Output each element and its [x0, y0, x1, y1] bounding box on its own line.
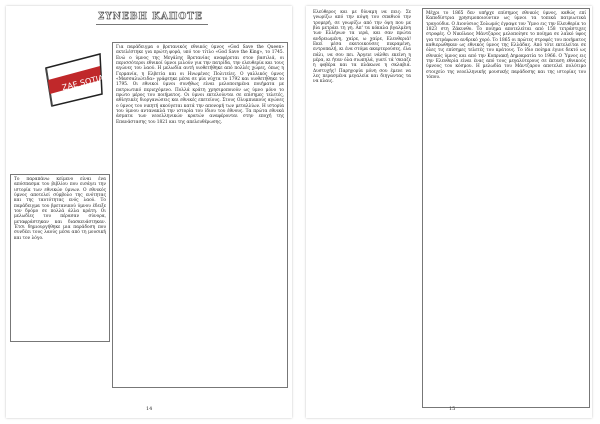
page-number-left: 14 — [146, 406, 153, 412]
flag-text: ZAE SOTIA — [61, 73, 105, 93]
side-text: Το παραπάνω κείμενο είναι ένα απόσπασμα του βιβλίου που εισάγει την ιστορία των εθνικών ύμνων. Ο εθνικός ύμνος αποτελεί σύμβολο της ενότητας και της ταυτότητας ενός λαού. Το παράδειγμα του βρετανικού ύμνου έδειξε τον δρόμο σε πολλά άλλα κράτη. Οι μελωδίες του πέρασαν σύνορα, μεταφράστηκαν και διασκευάστηκαν. Έτσι δημιουργήθηκε μια παράδοση που συνδέει τους λαούς μέσα από τη μουσική και τον λόγο. — [14, 177, 106, 241]
page-heading: ΣΥΝΕΒΗ ΚΑΠΟΤΕ — [98, 12, 203, 22]
side-text-box — [10, 174, 110, 342]
main-text: Για παράδειγμα ο βρετανικός εθνικός ύμνος «God Save the Queen» εκτελέστηκε για πρώτη φορά, υπό τον τίτλο «God Save the King», το 1745. Ενώ ο ύμνος της Μεγάλης Βρετανίας αναφέρεται στον βασιλιά, οι περισσότεροι εθνικοί ύμνοι μιλούν για την πατρίδα, την ελευθερία και τους αγώνες του λαού. Η μελωδία αυτή υιοθετήθηκε από πολλές χώρες, όπως η Γερμανία, η Ελβετία και οι Ηνωμένες Πολιτείες. Ο γαλλικός ύμνος «Μασσαλιώτιδα» γράφτηκε μέσα σε μία νύχτα το 1792 και υιοθετήθηκε το 1795. Οι εθνικοί ύμνοι συνήθως είναι μελοποιημένα ποιήματα με πατριωτικό περιεχόμενο. Πολλά κράτη χρησιμοποιούν ως ύμνο μόνο το πρώτο μέρος του ποιήματος. Οι ύμνοι εκτελούνται σε επίσημες τελετές, αθλητικές διοργανώσεις και εθνικές επετείους. Στους Ολυμπιακούς αγώνες ο ύμνος του νικητή ακούγεται κατά την απονομή των μεταλλίων. Η ιστορία του ύμνου αντανακλά την ιστορία του ίδιου του έθνους. Τα πρώτα εθνικά άσματα των νεοελληνικών κρατών αναφέρονται στην εποχή της Επανάστασης του 1821 και της απελευθέρωσης. — [116, 45, 284, 125]
page-number-right: 15 — [449, 406, 456, 412]
main-text-box — [112, 42, 288, 388]
flag-image — [42, 50, 106, 114]
right-page — [306, 6, 592, 418]
heading-rule — [96, 24, 208, 25]
left-page — [6, 6, 292, 418]
history-text-box — [422, 8, 590, 408]
history-text: Μέχρι το 1865 δεν υπήρχε επίσημος εθνικός ύμνος, καθώς επί Καποδίστρια χρησιμοποιούνταν ως ύμνοι τα τοπικά πατριωτικά τραγούδια. Ο Διονύσιος Σολωμός έγραψε τον Ύμνο εις την Ελευθερία το 1823 στη Ζάκυνθο. Το ποίημα αποτελείται από 158 τετράστιχες στροφές. Ο Νικόλαος Μάντζαρος μελοποίησε το ποίημα σε λαϊκό ύφος για τετράφωνο ανδρικό χορό. Το 1865 οι πρώτες στροφές του ποιήματος καθιερώθηκαν ως εθνικός ύμνος της Ελλάδας. Από τότε εκτελείται σε όλες τις επίσημες τελετές του κράτους. Το ίδιο ποίημα έγινε δεκτό ως εθνικός ύμνος και από την Κυπριακή Δημοκρατία το 1966. Ο Ύμνος εις την Ελευθερία είναι ένας από τους μεγαλύτερους σε έκταση εθνικούς ύμνους του κόσμου. Η μελωδία του Μάντζαρου αποτελεί πολύτιμο στοιχείο της νεοελληνικής μουσικής παράδοσης και της ιστορίας του τόπου. — [426, 11, 586, 81]
anthem-text: Ελεύθερος και με δύναμη να πεις: Σε γνωρίζω από την κόψη του σπαθιού την τρομερή, σε γνωρίζω από την όψη που με βία μετράει τη γη. Απ' τα κόκαλα βγαλμένη των Ελλήνων τα ιερά, και σαν πρώτα ανδρειωμένη, χαίρε, ω χαίρε, Ελευθεριά! Εκεί μέσα εκατοικούσες πικραμένη, εντροπαλή, κι ένα στόμα ακαρτερούσες, έλα πάλι, να σου πει. Άργειε νάλθει εκείνη η μέρα, κι ήταν όλα σιωπηλά, γιατί τά 'σκιαζε η φοβέρα και τα πλάκωνε η σκλαβιά. Δυστυχής! Παρηγορία μόνη σου έμενε να λες περασμένα μεγαλεία και διηγώντας τα να κλαις. — [313, 10, 411, 85]
anthem-text-box — [310, 8, 414, 354]
